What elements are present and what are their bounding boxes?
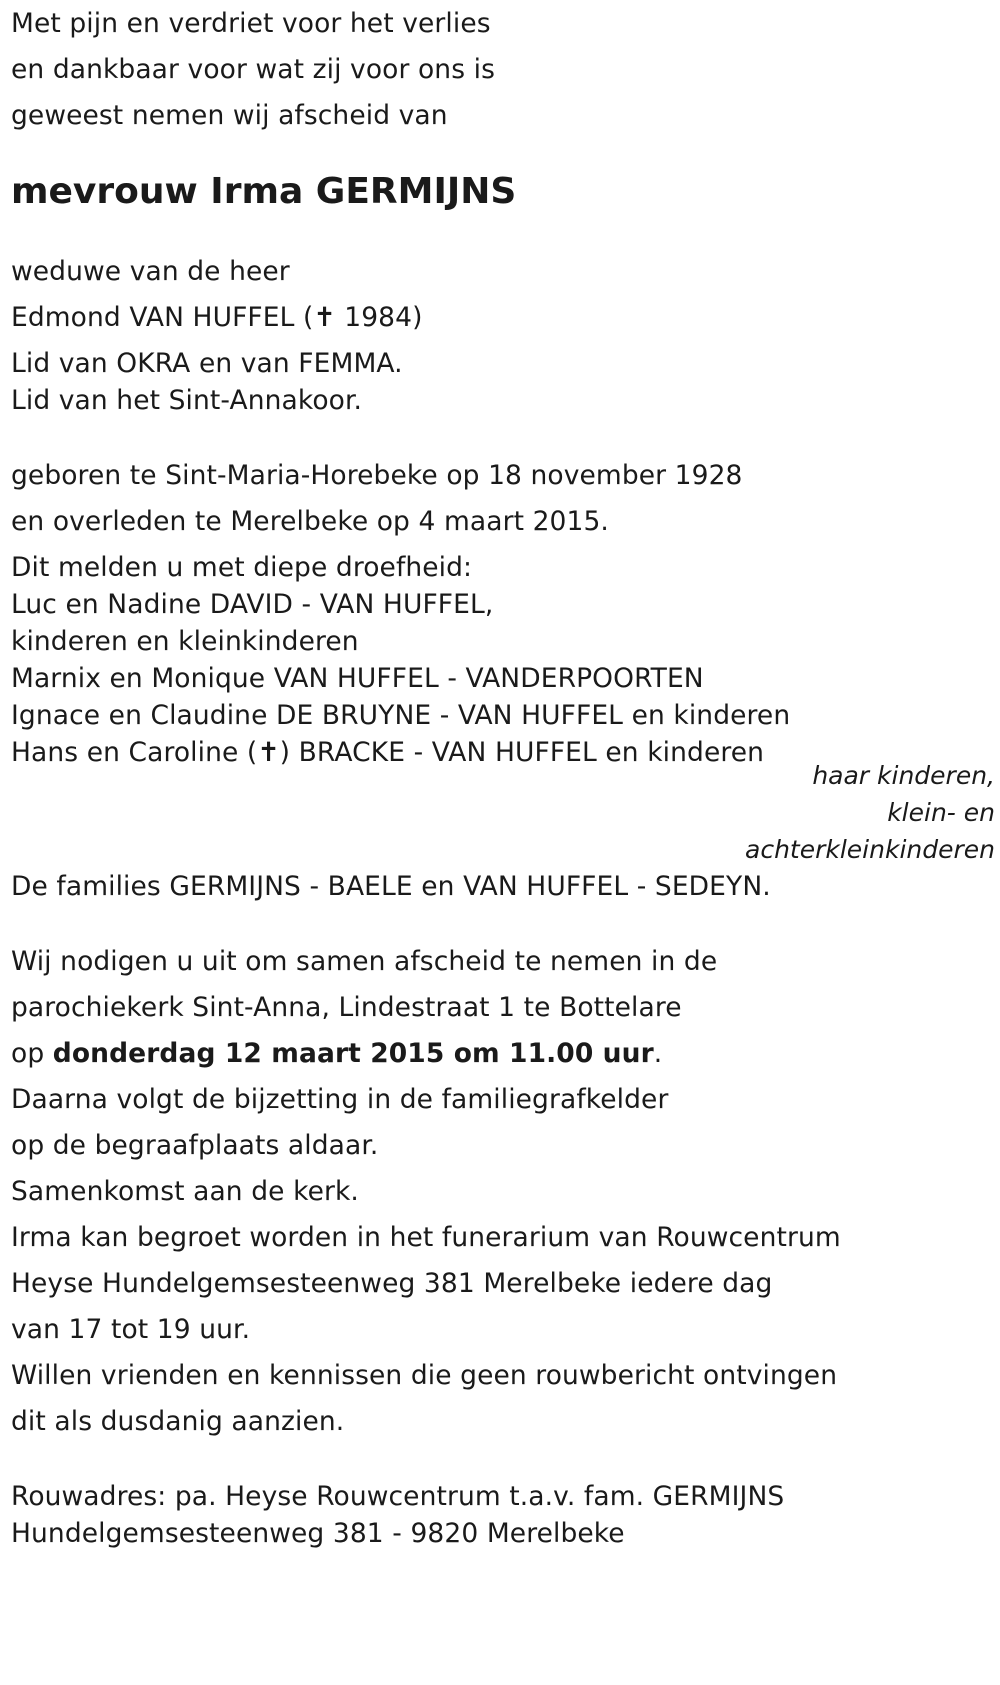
opening-line: Met pijn en verdriet voor het verlies xyxy=(11,8,491,39)
family-member: Ignace en Claudine DE BRUYNE - VAN HUFFEL en kinderen xyxy=(11,700,791,731)
family-caption-line: haar kinderen, xyxy=(812,761,995,790)
family-member: Luc en Nadine DAVID - VAN HUFFEL, xyxy=(11,589,494,620)
detail-line: Lid van het Sint-Annakoor. xyxy=(11,385,363,416)
opening-line: en dankbaar voor wat zij voor ons is xyxy=(11,54,495,85)
ceremony-line: Willen vrienden en kennissen die geen rouwbericht ontvingen xyxy=(11,1360,838,1391)
ceremony-line: op de begraafplaats aldaar. xyxy=(11,1130,379,1161)
opening-line: geweest nemen wij afscheid van xyxy=(11,100,448,131)
families-line: De families GERMIJNS - BAELE en VAN HUFFEL - SEDEYN. xyxy=(11,871,771,902)
ceremony-line: Wij nodigen u uit om samen afscheid te nemen in de xyxy=(11,946,718,977)
ceremony-line: Samenkomst aan de kerk. xyxy=(11,1176,359,1207)
ceremony-line: Heyse Hundelgemsesteenweg 381 Merelbeke iedere dag xyxy=(11,1268,773,1299)
ceremony-date-suffix: . xyxy=(653,1038,663,1069)
detail-line: Edmond VAN HUFFEL (✝ 1984) xyxy=(11,302,423,333)
ceremony-date-line xyxy=(11,1038,662,1070)
ceremony-line: parochiekerk Sint-Anna, Lindestraat 1 te Bottelare xyxy=(11,992,682,1023)
detail-line: weduwe van de heer xyxy=(11,256,290,287)
mourning-address: Rouwadres: pa. Heyse Rouwcentrum t.a.v. fam. GERMIJNS xyxy=(11,1481,785,1512)
death-line: en overleden te Merelbeke op 4 maart 2015. xyxy=(11,506,609,537)
ceremony-line: dit als dusdanig aanzien. xyxy=(11,1406,345,1437)
ceremony-line: van 17 tot 19 uur. xyxy=(11,1314,251,1345)
ceremony-date-prefix: op xyxy=(11,1038,53,1069)
family-caption-line: achterkleinkinderen xyxy=(745,835,995,864)
deceased-name: mevrouw Irma GERMIJNS xyxy=(11,171,517,212)
family-member: Hans en Caroline (✝) BRACKE - VAN HUFFEL en kinderen xyxy=(11,737,765,768)
mourning-address: Hundelgemsesteenweg 381 - 9820 Merelbeke xyxy=(11,1518,625,1549)
ceremony-date: donderdag 12 maart 2015 om 11.00 uur xyxy=(52,1038,654,1069)
ceremony-line: Irma kan begroet worden in het funerarium van Rouwcentrum xyxy=(11,1222,841,1253)
ceremony-line: Daarna volgt de bijzetting in de familiegrafkelder xyxy=(11,1084,669,1115)
family-caption-line: klein- en xyxy=(887,798,995,827)
family-intro: Dit melden u met diepe droefheid: xyxy=(11,552,473,583)
birth-line: geboren te Sint-Maria-Horebeke op 18 november 1928 xyxy=(11,460,743,491)
detail-line: Lid van OKRA en van FEMMA. xyxy=(11,348,403,379)
family-member: Marnix en Monique VAN HUFFEL - VANDERPOORTEN xyxy=(11,663,704,694)
family-member: kinderen en kleinkinderen xyxy=(11,626,359,657)
